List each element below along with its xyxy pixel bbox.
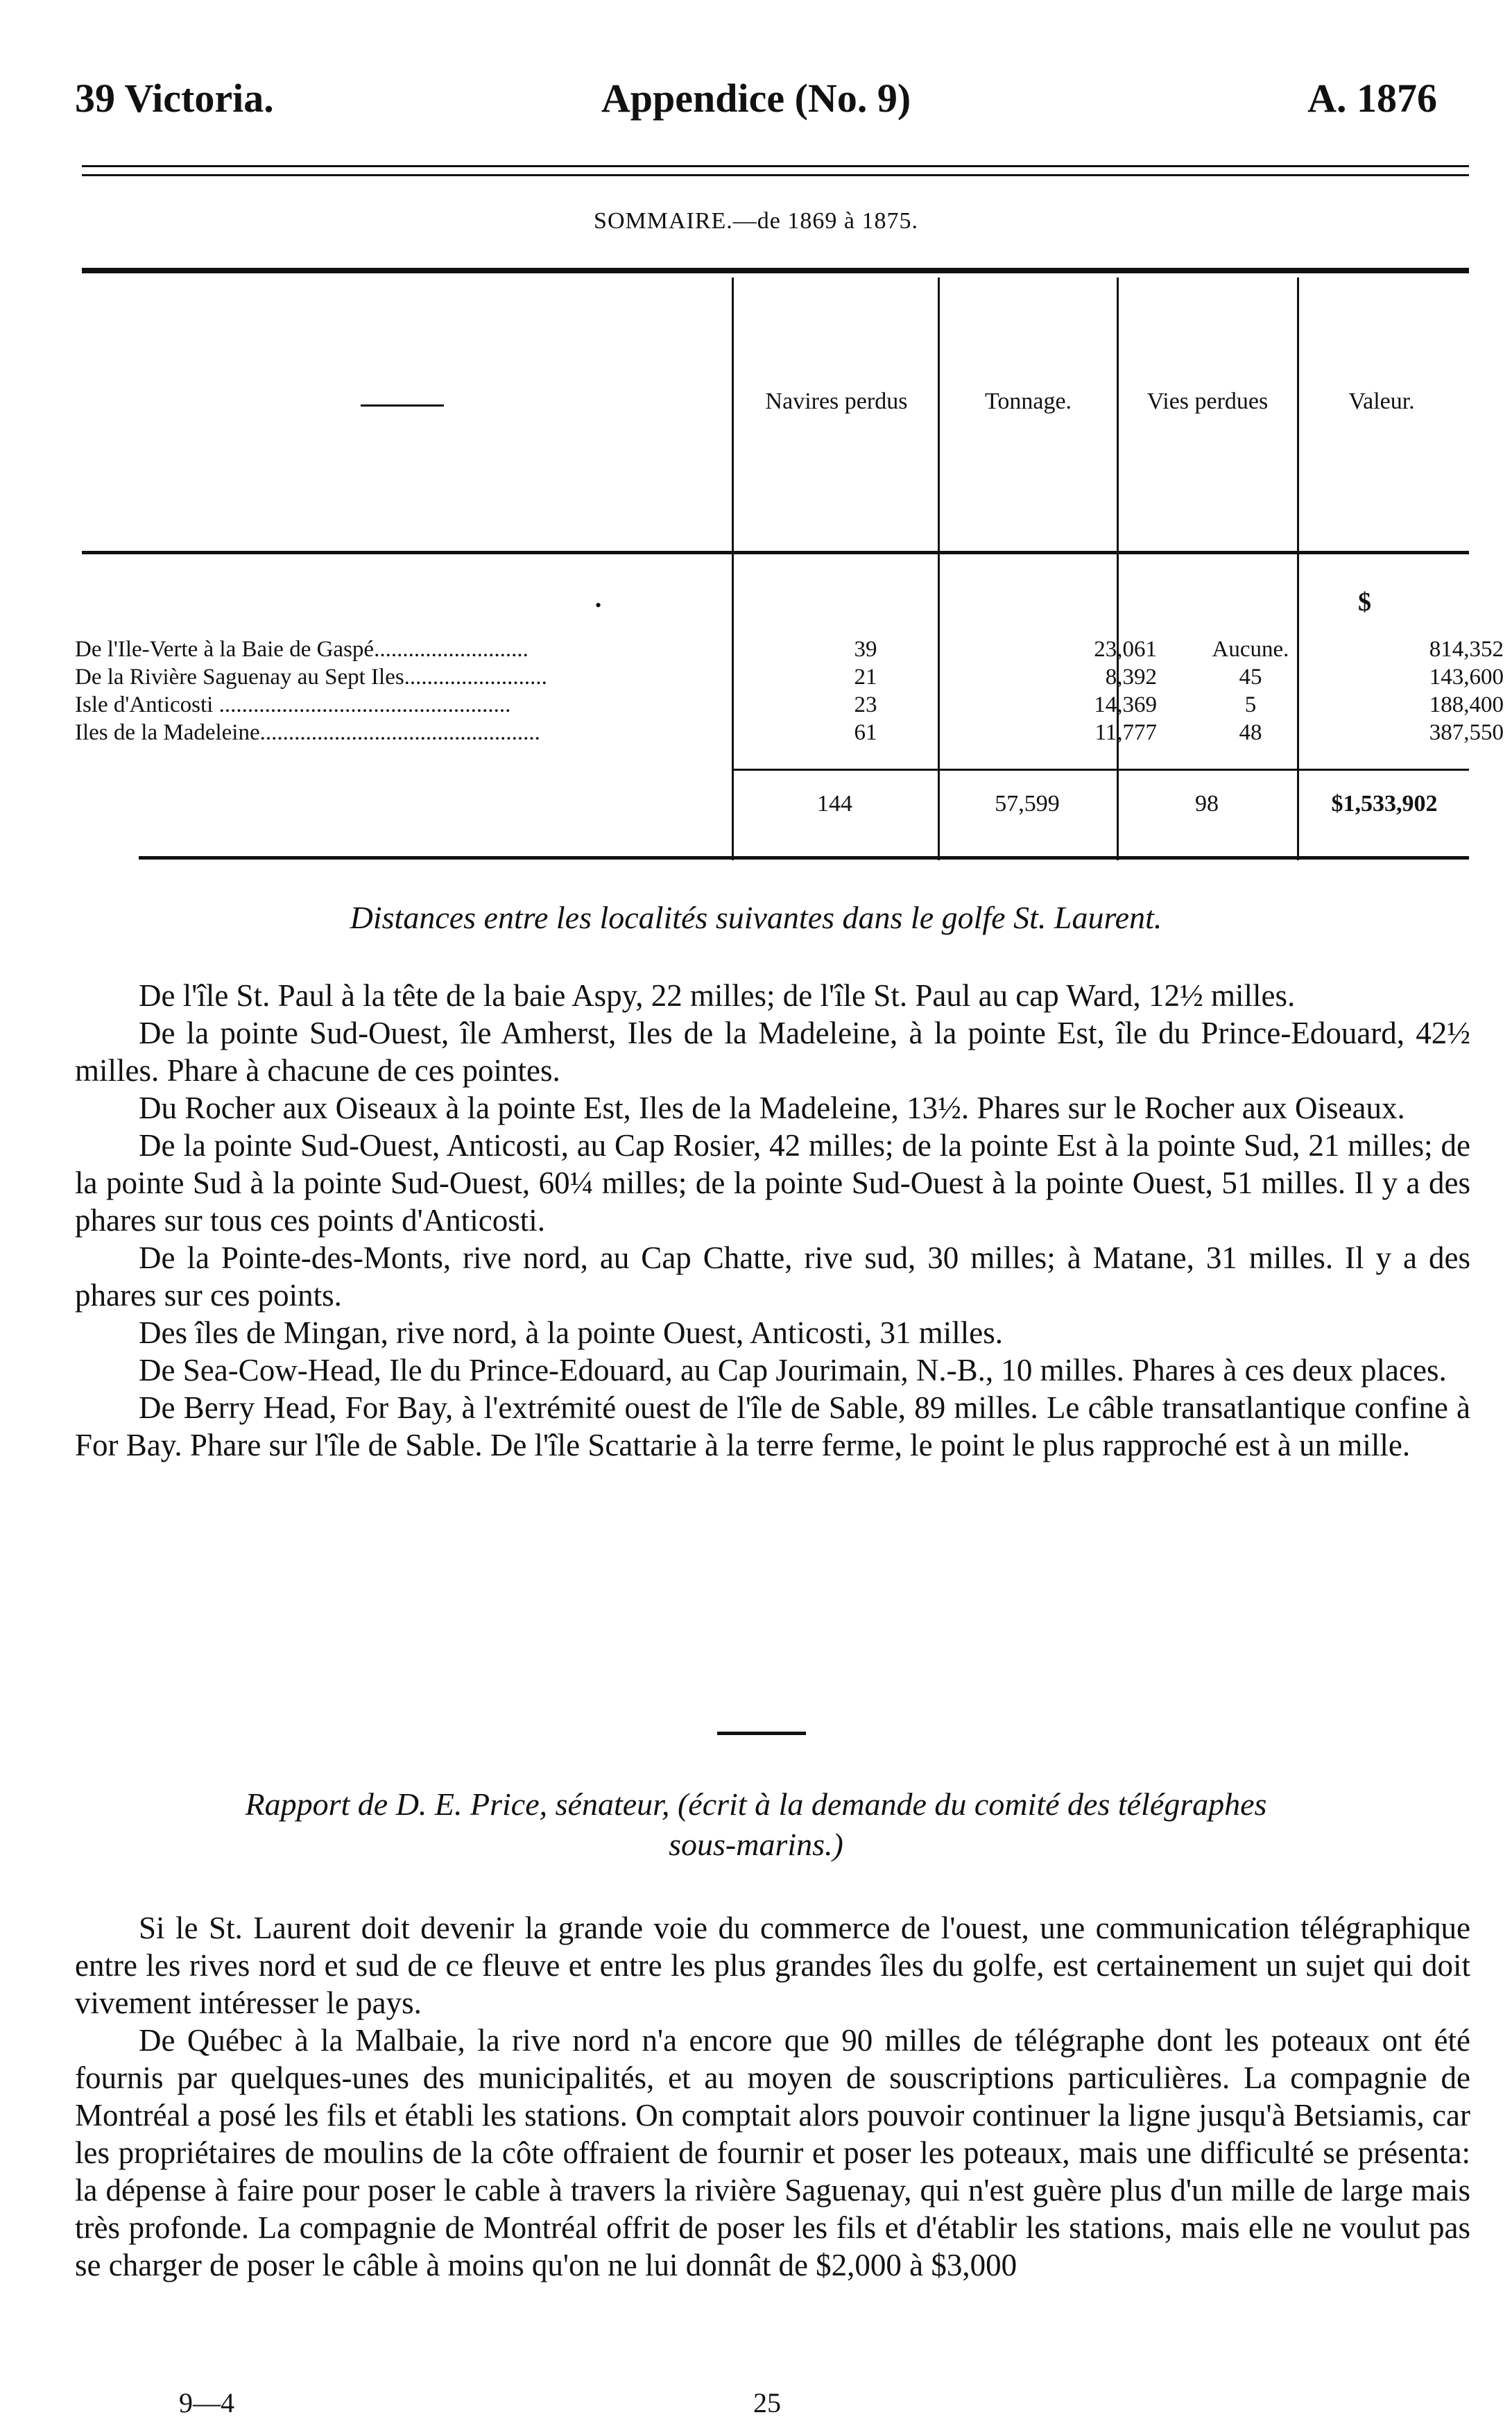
total-navires: 144 bbox=[817, 791, 852, 817]
page-header bbox=[75, 75, 1437, 130]
paragraph: De Québec à la Malbaie, la rive nord n'a encore que 90 milles de télégraphe dont les poteaux ont été fournis par quelques-unes des municipalités, et au moyen de souscriptions particulières. La compagnie de Montréal a posé les fils et établi les stations. On comptait alors pouvoir continuer la ligne jusqu'à Betsiamis, car les propriétaires de moulins de la côte offraient de fournir et poser les poteaux, mais une difficulté se présenta: la dépense à faire pour poser le cable à travers la rivière Saguenay, qui n'est guère plus d'un mille de large mais très profonde. La compagnie de Montréal offrit de poser les fils et d'établir les stations, mais elle ne voulut pas se charger de poser le câble à moins qu'on ne lui donnât de $2,000 à $3,000 bbox=[75, 2023, 1470, 2282]
col-divider-2 bbox=[938, 278, 940, 860]
rapport-title-line1: Rapport de D. E. Price, sénateur, (écrit à la demande du comité des télégraphes bbox=[245, 1786, 1267, 1822]
rapport-text bbox=[75, 1909, 1470, 2284]
col-divider-3 bbox=[1117, 278, 1119, 860]
paragraph: De la pointe Sud-Ouest, Anticosti, au Cap Rosier, 42 milles; de la pointe Est à la pointe Sud, 21 milles; de la pointe Sud à la pointe Sud-Ouest, 60¼ milles; de la pointe Sud-Ouest à la pointe Ouest, 51 milles. Il y a des phares sur tous ces points d'Anticosti. bbox=[75, 1128, 1470, 1238]
page-number: 25 bbox=[753, 2387, 781, 2418]
paragraph: Du Rocher aux Oiseaux à la pointe Est, Iles de la Madeleine, 13½. Phares sur le Rocher aux Oiseaux. bbox=[139, 1091, 1405, 1125]
paragraph: De la pointe Sud-Ouest, île Amherst, Iles de la Madeleine, à la pointe Est, île du Prince-Edouard, 42½ milles. Phare à chacune de ces pointes. bbox=[75, 1016, 1470, 1088]
header-bottom-rule bbox=[82, 551, 1469, 554]
session-label: 39 Victoria. bbox=[75, 76, 274, 121]
year-label: A. 1876 bbox=[1307, 76, 1437, 121]
total-valeur: $1,533,902 bbox=[1331, 791, 1438, 817]
header-dash bbox=[361, 404, 444, 407]
appendix-title: Appendice (No. 9) bbox=[601, 76, 911, 121]
header-double-rule bbox=[82, 165, 1469, 176]
col-header-valeur: Valeur. bbox=[1348, 389, 1415, 414]
rapport-title bbox=[0, 1784, 1512, 1865]
distances-title: Distances entre les localités suivantes dans le golfe St. Laurent. bbox=[350, 900, 1162, 935]
summary-title: SOMMAIRE.—de 1869 à 1875. bbox=[594, 208, 918, 234]
total-tonnage: 57,599 bbox=[995, 791, 1060, 817]
col-divider-1 bbox=[732, 278, 734, 860]
currency-symbol: $ bbox=[1358, 588, 1371, 617]
stray-marker: • bbox=[595, 595, 602, 615]
signature-mark: 9—4 bbox=[179, 2387, 234, 2418]
col-header-vies: Vies perdues bbox=[1146, 389, 1269, 414]
distances-text bbox=[75, 977, 1470, 1464]
paragraph: Si le St. Laurent doit devenir la grande voie du commerce de l'ouest, une communication télégraphique entre les rives nord et sud de ce fleuve et entre les plus grandes îles du golfe, est certainement un sujet qui doit vivement intéresser le pays. bbox=[75, 1911, 1470, 2020]
paragraph: De Berry Head, For Bay, à l'extrémité ouest de l'île de Sable, 89 milles. Le câble transatlantique confine à For Bay. Phare sur l'île de Sable. De l'île Scattarie à la terre ferme, le point le plus rapproché est à un mille. bbox=[75, 1390, 1470, 1462]
table-row: De la Rivière Saguenay au Sept Iles......................... 21 8,392 45 143,600 bbox=[75, 665, 1504, 690]
section-divider bbox=[717, 1732, 806, 1735]
col-divider-4 bbox=[1297, 278, 1299, 860]
summary-table bbox=[75, 635, 1504, 746]
totals-rule bbox=[732, 769, 1469, 771]
table-bottom-rule bbox=[139, 856, 1469, 860]
rapport-title-line2: sous-marins.) bbox=[669, 1827, 843, 1862]
table-row: Isle d'Anticosti ................................................... 23 14,369 5 188,400 bbox=[75, 692, 1504, 717]
paragraph: Des îles de Mingan, rive nord, à la pointe Ouest, Anticosti, 31 milles. bbox=[139, 1315, 1004, 1350]
col-header-navires: Navires perdus bbox=[765, 389, 908, 414]
table-row: De l'Ile-Verte à la Baie de Gaspé........................... 39 23,061 Aucune. 814,352 bbox=[75, 637, 1504, 662]
total-vies: 98 bbox=[1195, 791, 1219, 817]
col-header-tonnage: Tonnage. bbox=[984, 389, 1072, 414]
table-top-rule bbox=[82, 268, 1469, 273]
paragraph: De Sea-Cow-Head, Ile du Prince-Edouard, au Cap Jourimain, N.-B., 10 milles. Phares à ces deux places. bbox=[139, 1353, 1447, 1388]
paragraph: De la Pointe-des-Monts, rive nord, au Cap Chatte, rive sud, 30 milles; à Matane, 31 milles. Il y a des phares sur ces points. bbox=[75, 1240, 1470, 1313]
paragraph: De l'île St. Paul à la tête de la baie Aspy, 22 milles; de l'île St. Paul au cap Ward, 12½ milles. bbox=[139, 978, 1296, 1013]
table-row: Iles de la Madeleine................................................. 61 11,777 48 387,550 bbox=[75, 720, 1504, 745]
